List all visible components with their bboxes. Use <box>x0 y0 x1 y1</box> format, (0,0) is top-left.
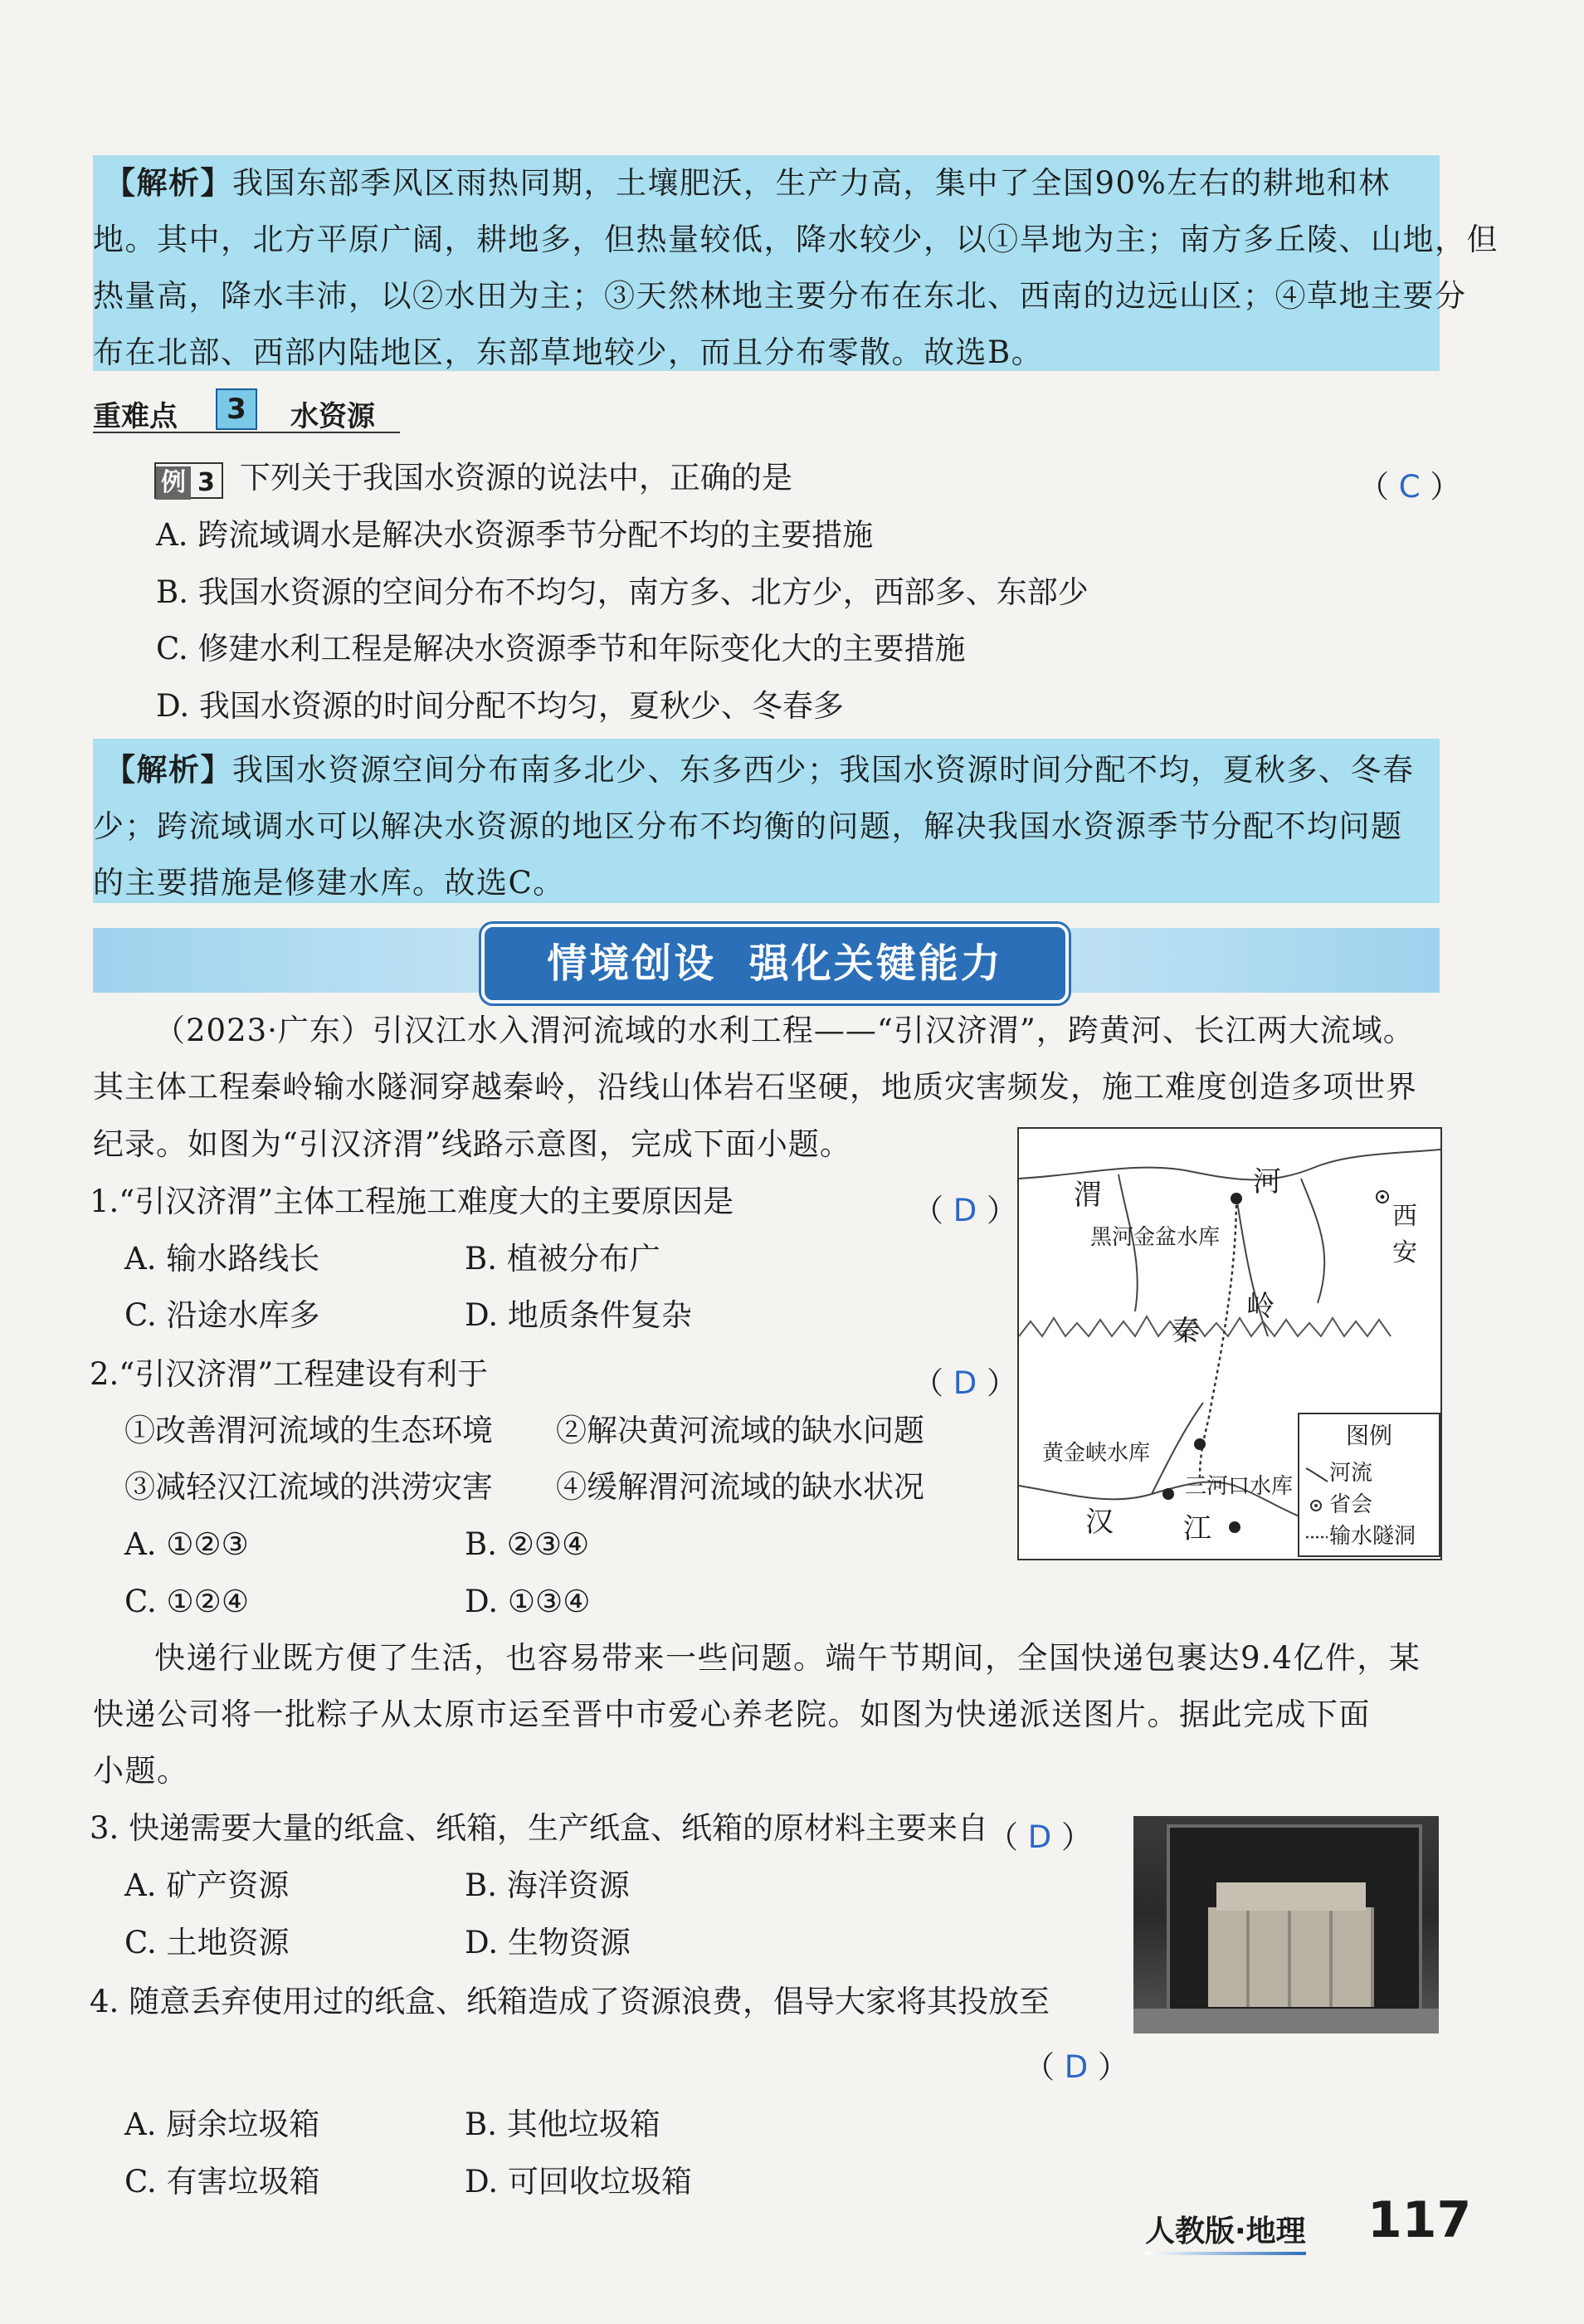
q1-option-c: C. 沿途水库多 <box>124 1297 320 1333</box>
q3-option-b: B. 海洋资源 <box>465 1868 630 1903</box>
question-4-answer: （ D ） <box>1024 2049 1129 2085</box>
legend-title: 图例 <box>1345 1422 1392 1449</box>
q1-option-d: D. 地质条件复杂 <box>465 1297 692 1333</box>
tunnel-symbol-icon <box>1304 1528 1329 1546</box>
footer-underline <box>1145 2252 1306 2255</box>
keypoint-number: 3 <box>216 388 257 430</box>
q4-option-b: B. 其他垃圾箱 <box>465 2107 660 2142</box>
example-3-option-d: D. 我国水资源的时间分配不均匀，夏秋少、冬春多 <box>156 688 844 724</box>
truck-floor <box>1133 2009 1439 2034</box>
example-badge: 例 3 <box>154 462 223 499</box>
analysis-2-text: 【解析】我国水资源空间分布南多北少、东多西少；我国水资源时间分配不均，夏秋多、冬春 少；跨流域调水可以解决水资源的地区分布不均衡的问题，解决我国水资源季节分配不均问题 的主要措施是修建水库。故选C。 <box>93 752 1415 901</box>
keypoint-title: 水资源 <box>290 400 375 433</box>
passage-2-line-1: 快递行业既方便了生活，也容易带来一些问题。端午节期间，全国快递包裹达9.4亿件，某 <box>154 1640 1421 1676</box>
label-wei: 渭 <box>1074 1179 1102 1212</box>
footer-edition: 人教版·地理 <box>1145 2208 1306 2255</box>
passage-1-line-1: （2023·广东）引汉江水入渭河流域的水利工程——“引汉济渭”，跨黄河、长江两大流域。 <box>154 1013 1415 1048</box>
q2-option-d: D. ①③④ <box>465 1584 591 1619</box>
passage-1-line-3: 纪录。如图为“引汉济渭”线路示意图，完成下面小题。 <box>93 1126 851 1162</box>
tributary-2 <box>1301 1179 1324 1303</box>
keypoint-heading <box>93 388 400 433</box>
keypoint-prefix: 重难点 <box>93 400 178 433</box>
q1-option-b: B. 植被分布广 <box>465 1241 660 1277</box>
delivery-truck-photo <box>1133 1816 1439 2034</box>
question-3-answer: （ D ） <box>987 1819 1093 1855</box>
parcel-top <box>1216 1882 1366 1911</box>
map-legend <box>1298 1413 1440 1557</box>
q2-item-2: ②解决黄河流域的缺水问题 <box>556 1413 924 1448</box>
capital-symbol-icon <box>1304 1496 1329 1515</box>
q2-option-c: C. ①②④ <box>124 1584 250 1619</box>
huangjinxia-reservoir-marker <box>1162 1488 1174 1500</box>
q4-option-d: D. 可回收垃圾箱 <box>465 2164 692 2200</box>
analysis-1-text: 【解析】我国东部季风区雨热同期，土壤肥沃，生产力高，集中了全国90%左右的耕地和林 地。其中，北方平原广阔，耕地多，但热量较低，降水较少，以①旱地为主；南方多丘陵、山地，但 热量高，降水丰沛，以②水田为主；③天然林地主要分布在东北、西南的边远山区；④草地主要分 布在北部、西部内陆地区，东部草地较少，而且分布零散。故选B。 <box>93 165 1499 370</box>
legend-tunnel: 输水隧洞 <box>1304 1519 1416 1550</box>
q2-item-1: ①改善渭河流域的生态环境 <box>124 1413 493 1448</box>
q2-item-4: ④缓解渭河流域的缺水状况 <box>556 1469 924 1505</box>
label-heihe: 黑河金盆水库 <box>1090 1225 1221 1250</box>
q4-option-a: A. 厨余垃圾箱 <box>124 2107 320 2142</box>
q3-option-c: C. 土地资源 <box>124 1925 290 1960</box>
analysis-label: 【解析】 <box>105 165 232 201</box>
label-han: 汉 <box>1085 1506 1114 1539</box>
q3-option-d: D. 生物资源 <box>465 1925 631 1960</box>
passage-1-line-2: 其主体工程秦岭输水隧洞穿越秦岭，沿线山体岩石坚硬，地质灾害频发，施工难度创造多项世界 <box>93 1069 1417 1105</box>
legend-river: 河流 <box>1304 1456 1372 1487</box>
analysis-label-2: 【解析】 <box>105 752 232 788</box>
passage-2-line-2: 快递公司将一批粽子从太原市运至晋中市爱心养老院。如图为快递派送图片。据此完成下面 <box>93 1697 1371 1732</box>
river-symbol-icon <box>1304 1465 1329 1483</box>
example-3-option-a: A. 跨流域调水是解决水资源季节分配不均的主要措施 <box>156 517 874 553</box>
label-sanhekou: 三河口水库 <box>1185 1474 1294 1499</box>
q2-item-3: ③减轻汉江流域的洪涝灾害 <box>124 1469 493 1505</box>
question-1-answer: （ D ） <box>913 1193 1018 1228</box>
question-2-answer: （ D ） <box>913 1365 1018 1401</box>
passage-2-line-3: 小题。 <box>93 1753 189 1789</box>
q3-option-a: A. 矿产资源 <box>124 1868 290 1903</box>
example-3-answer: （ C ） <box>1358 469 1461 505</box>
downstream-reservoir-marker <box>1229 1521 1240 1533</box>
q1-option-a: A. 输水路线长 <box>124 1241 320 1277</box>
q4-option-c: C. 有害垃圾箱 <box>124 2164 320 2200</box>
question-3-stem: 3. 快递需要大量的纸盒、纸箱，生产纸盒、纸箱的原材料主要来自 <box>90 1810 989 1846</box>
label-jiang: 江 <box>1183 1512 1211 1545</box>
question-1-stem: 1.“引汉济渭”主体工程施工难度大的主要原因是 <box>90 1184 734 1219</box>
heihe-reservoir-marker <box>1231 1193 1242 1204</box>
question-4-stem: 4. 随意丢弃使用过的纸盒、纸箱造成了资源浪费，倡导大家将其投放至 <box>90 1984 1050 2019</box>
section-banner: 情境创设 强化关键能力 <box>481 924 1069 1003</box>
legend-capital: 省会 <box>1304 1487 1372 1518</box>
parcel-stack <box>1208 1907 1374 2007</box>
label-ling: 岭 <box>1246 1290 1275 1323</box>
page-number: 117 <box>1367 2191 1472 2249</box>
sanhekou-reservoir-marker <box>1194 1438 1206 1450</box>
route-map <box>1017 1127 1442 1560</box>
label-huangjinxia: 黄金峡水库 <box>1042 1441 1151 1466</box>
label-qin: 秦 <box>1172 1315 1200 1348</box>
q2-option-b: B. ②③④ <box>465 1526 590 1562</box>
example-3-option-c: C. 修建水利工程是解决水资源季节和年际变化大的主要措施 <box>156 631 966 666</box>
label-xian: 西安 <box>1392 1202 1417 1267</box>
question-2-stem: 2.“引汉济渭”工程建设有利于 <box>90 1356 489 1392</box>
qinling-mountains <box>1019 1316 1391 1336</box>
q2-option-a: A. ①②③ <box>124 1526 249 1562</box>
example-3-option-b: B. 我国水资源的空间分布不均匀，南方多、北方少，西部多、东部少 <box>156 574 1089 610</box>
label-he: 河 <box>1253 1165 1281 1199</box>
example-3-stem: 例 3 下列关于我国水资源的说法中，正确的是 <box>154 461 792 499</box>
